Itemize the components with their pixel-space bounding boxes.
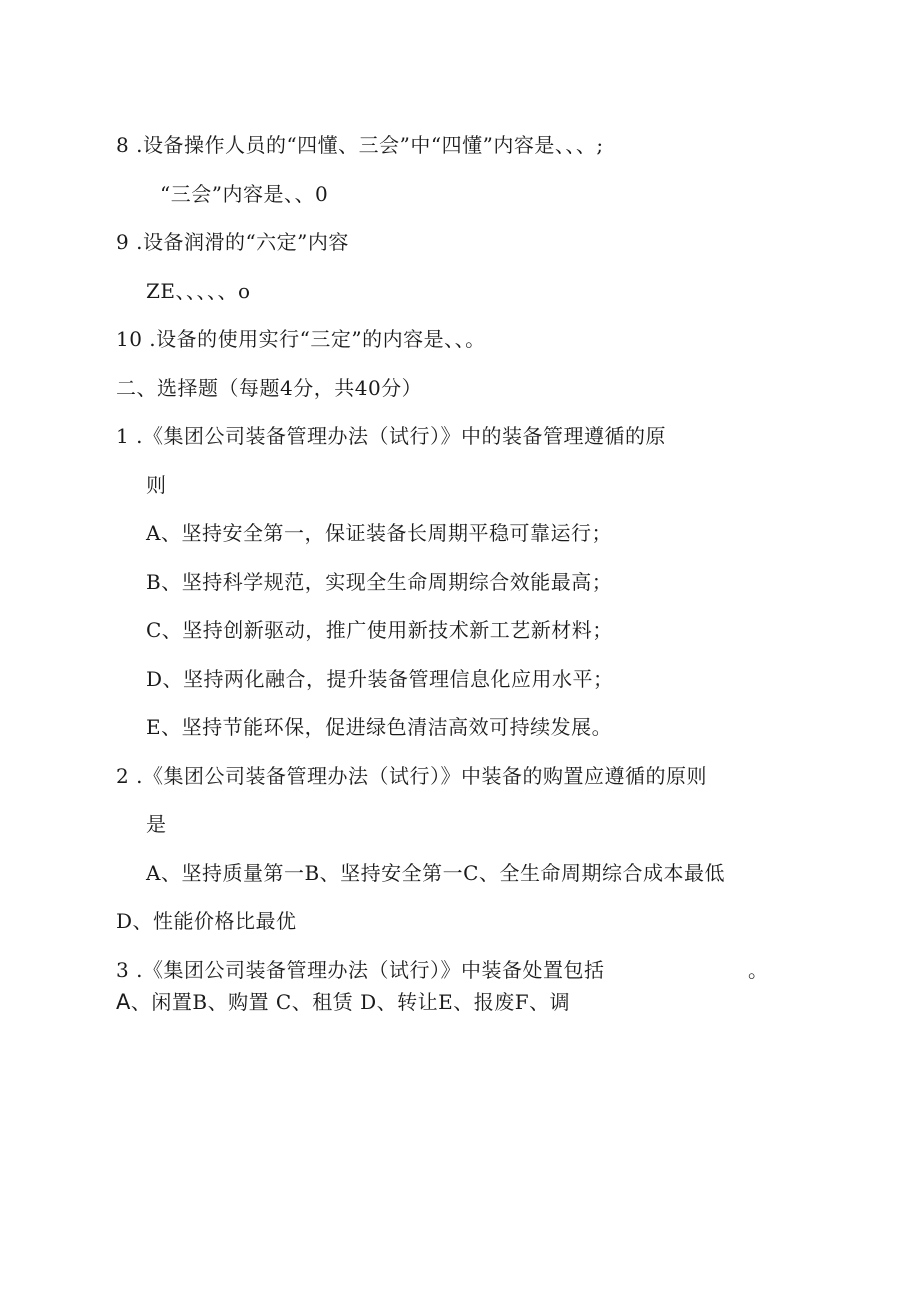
question-9-text: 9 .设备润滑的“六定”内容	[116, 230, 349, 254]
choice-1-option-a: A、坚持安全第一，保证装备长周期平稳可靠运行；	[146, 521, 612, 545]
choice-question-3-period: 。	[748, 958, 769, 982]
choice-3-options-text: 、闲置B、购置 C、租赁 D、转让E、报废F、调	[130, 990, 571, 1014]
choice-3-options	[116, 990, 570, 1014]
choice-1-option-c: C、坚持创新驱动，推广使用新技术新工艺新材料；	[146, 618, 613, 642]
choice-question-1-continuation: 则	[146, 473, 167, 497]
question-8-text: 8 .设备操作人员的“四懂、三会”中“四懂”内容是、、、;	[116, 133, 604, 157]
choice-2-options-abc: A、坚持质量第一B、坚持安全第一C、全生命周期综合成本最低	[146, 861, 725, 885]
choice-1-option-b: B、坚持科学规范，实现全生命周期综合效能最高；	[146, 570, 613, 594]
choice-2-option-d: D、性能价格比最优	[116, 909, 297, 933]
section-heading-choice: 二、选择题（每题4分，共40分）	[116, 376, 423, 400]
choice-question-2-text: 2 .《集团公司装备管理办法（试行）》中装备的购置应遵循的原则	[116, 764, 707, 788]
choice-question-2-continuation: 是	[146, 812, 167, 836]
choice-question-3-text: 3 .《集团公司装备管理办法（试行）》中装备处置包括	[116, 958, 605, 982]
choice-question-1-text: 1 .《集团公司装备管理办法（试行）》中的装备管理遵循的原	[116, 424, 666, 448]
choice-1-option-d: D、坚持两化融合，提升装备管理信息化应用水平；	[146, 667, 614, 691]
choice-3-option-a-letter: A	[116, 990, 131, 1014]
question-8-continuation: “三会”内容是、、0	[160, 182, 329, 206]
question-10-text: 10 .设备的使用实行“三定”的内容是、、。	[116, 327, 486, 351]
question-9-continuation: ZE、、、、、o	[146, 279, 251, 303]
choice-1-option-e: E、坚持节能环保，促进绿色清洁高效可持续发展。	[146, 715, 613, 739]
